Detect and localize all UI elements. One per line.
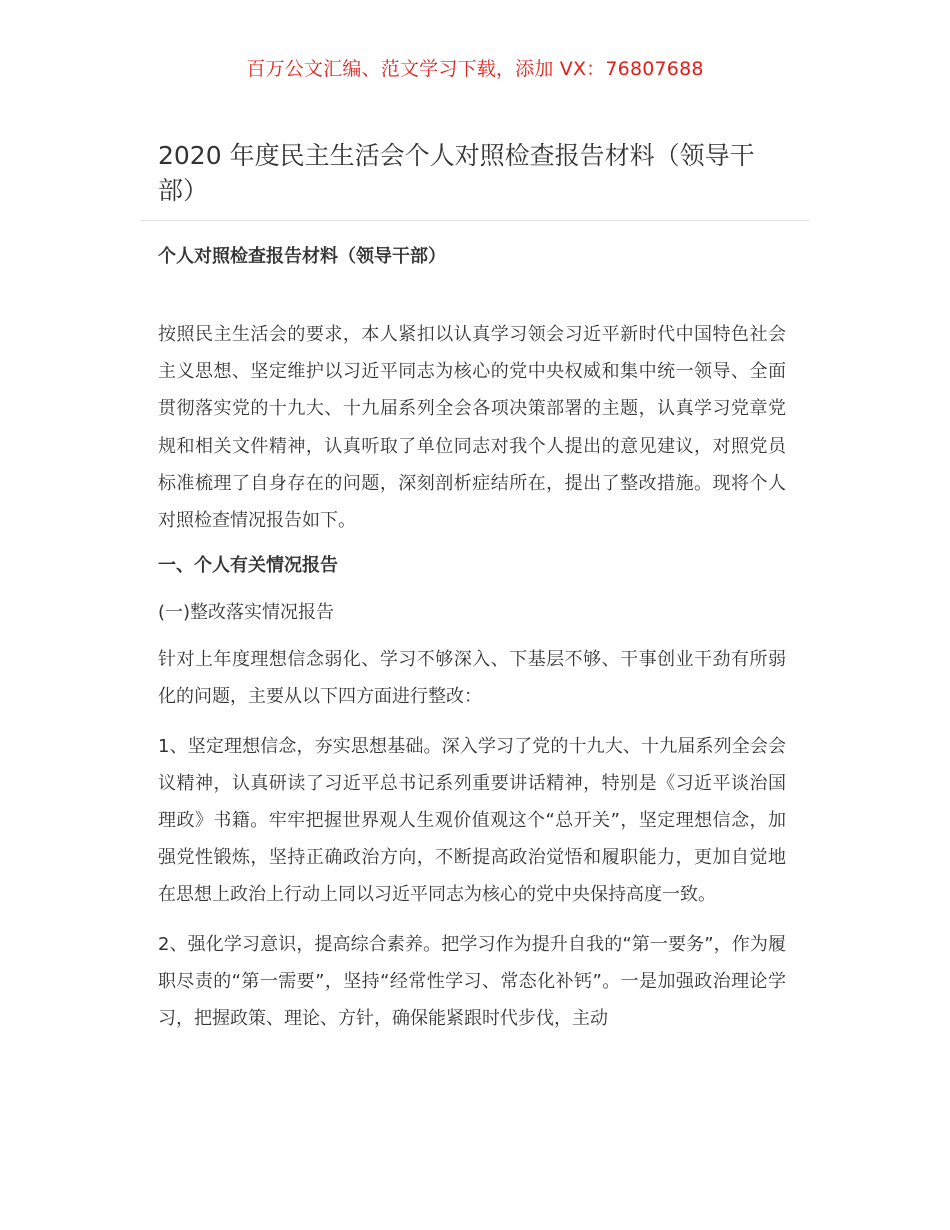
measure-item-2: 2、强化学习意识，提高综合素养。把学习作为提升自我的“第一要务”，作为履职尽责的“第一需要”，坚持“经常性学习、常态化补钙”。一是加强政治理论学习，把握政策、理论、方针，确保能紧跟时代步伐，主动 bbox=[158, 933, 786, 1030]
title-divider bbox=[140, 220, 810, 221]
intro-paragraph: 按照民主生活会的要求，本人紧扣以认真学习领会习近平新时代中国特色社会主义思想、坚定维护以习近平同志为核心的党中央权威和集中统一领导、全面贯彻落实党的十九大、十九届系列全会各项决策部署的主题，认真学习党章党规和相关文件精神，认真听取了单位同志对我个人提出的意见建议，对照党员标准梳理了自身存在的问题，深刻剖析症结所在，提出了整改措施。现将个人对照检查情况报告如下。 bbox=[158, 324, 786, 532]
document-subtitle: 个人对照检查报告材料（领导干部） bbox=[158, 246, 446, 267]
measure-item-1: 1、坚定理想信念，夯实思想基础。深入学习了党的十九大、十九届系列全会会议精神，认真研读了习近平总书记系列重要讲话精神，特别是《习近平谈治国理政》书籍。牢牢把握世界观人生观价值观这个“总开关”，坚定理想信念，加强党性锻炼，坚持正确政治方向，不断提高政治觉悟和履职能力，更加自觉地在思想上政治上行动上同以习近平同志为核心的党中央保持高度一致。 bbox=[158, 735, 786, 906]
document-title: 2020 年度民主生活会个人对照检查报告材料（领导干部） bbox=[158, 141, 755, 205]
section-heading: 一、个人有关情况报告 bbox=[158, 555, 338, 577]
document-body bbox=[158, 242, 786, 1049]
problem-paragraph: 针对上年度理想信念弱化、学习不够深入、下基层不够、干事创业干劲有所弱化的问题，主要从以下四方面进行整改： bbox=[158, 649, 786, 708]
subsection-heading: (一)整改落实情况报告 bbox=[158, 602, 335, 624]
watermark-header: 百万公文汇编、范文学习下载，添加 VX：76807688 bbox=[246, 58, 704, 80]
